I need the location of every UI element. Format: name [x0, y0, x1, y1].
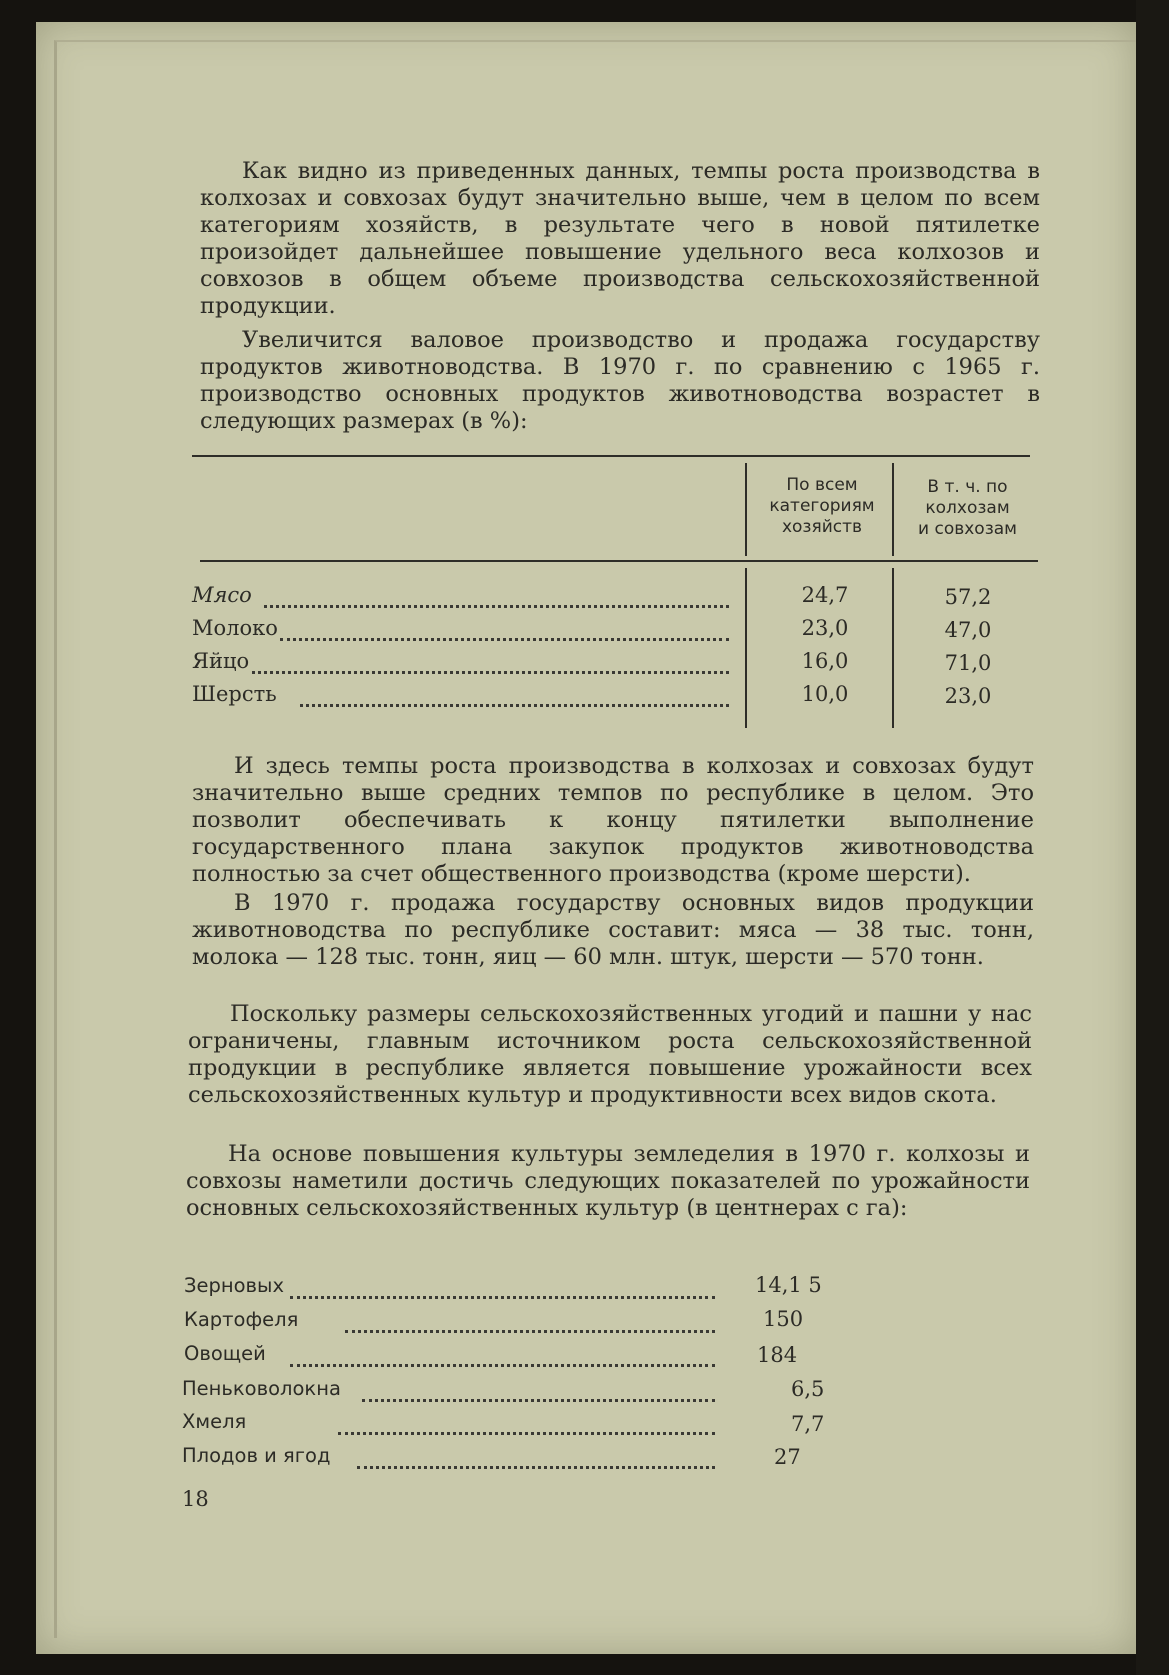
table-row-label: Молоко	[192, 616, 278, 640]
col1-header-line: хозяйств	[781, 517, 863, 537]
row-label-text: Мясо	[192, 583, 252, 607]
col2-header-line: В т. ч. по	[927, 477, 1008, 497]
leader-dots	[252, 650, 729, 674]
leader-dots	[264, 584, 729, 608]
paragraph-4: В 1970 г. продажа государству основных видов продукции животноводства по республике составит: мяса — 38 тыс. тонн, молока — 128 тыс. тонн, яиц — 60 млн. штук, шерсти — 570 тонн.	[192, 890, 1034, 970]
table-body-divider-2	[892, 568, 894, 728]
paragraph-3: И здесь темпы роста производства в колхозах и совхозах будут значительно выше средних темпов по республике в целом. Это позволит обеспечивать к концу пятилетки выполнение государственного плана закупок продуктов животноводства полностью за счет общественного производства (кроме шерсти).	[192, 753, 1034, 887]
yield-label: Зерновых	[184, 1274, 284, 1297]
table-header-divider-1	[745, 463, 747, 556]
col1-header-line: По всем	[786, 475, 858, 495]
paragraph-2: Увеличится валовое производство и продажа государству продуктов животноводства. В 1970 г. по сравнению с 1965 г. производство основных продуктов животноводства возрастет в следующих размерах (в %):	[200, 327, 1040, 434]
yield-value: 27	[774, 1445, 801, 1469]
yield-label: Картофеля	[184, 1308, 299, 1331]
table-row-label: Шерсть	[192, 682, 277, 706]
yield-label: Хмеля	[182, 1410, 247, 1433]
paragraph-1: Как видно из приведенных данных, темпы роста производства в колхозах и совхозах будут значительно выше, чем в целом по всем категориям хозяйств, в результате чего в новой пятилетке произойдет дальнейшее повышение удельного веса колхозов и совхозов в общем объеме производства сельскохозяйственной продукции.	[200, 158, 1040, 319]
yield-label: Овощей	[184, 1342, 266, 1365]
row-value-all: 23,0	[801, 616, 849, 640]
table-row-label: Яйцо	[192, 649, 250, 673]
row-value-kolkhoz: 57,2	[944, 585, 992, 609]
row-value-kolkhoz: 23,0	[944, 684, 992, 708]
table-header-rule	[200, 560, 1038, 562]
yield-label: Плодов и ягод	[182, 1444, 331, 1467]
page-number: 18	[182, 1487, 209, 1511]
paragraph-5: Поскольку размеры сельскохозяйственных угодий и пашни у нас ограничены, главным источником роста сельскохозяйственной продукции в республике является повышение урожайности всех сельскохозяйственных культур и продуктивности всех видов скота.	[188, 1001, 1032, 1108]
yield-label: Пеньковолокна	[182, 1377, 341, 1400]
leader-dots	[290, 1275, 715, 1299]
yield-value: 14,1 5	[755, 1273, 822, 1297]
col-header-kolkhoz-sovkhoz	[900, 477, 1035, 540]
yield-value: 6,5	[791, 1377, 825, 1401]
col2-header-line: и совхозам	[918, 519, 1017, 539]
paragraph-6: На основе повышения культуры земледелия в 1970 г. колхозы и совхозы наметили достичь следующих показателей по урожайности основных сельскохозяйственных культур (в центнерах с га):	[186, 1141, 1030, 1221]
leader-dots	[345, 1309, 715, 1333]
table-top-rule	[192, 455, 1030, 457]
table-row-label	[192, 583, 252, 607]
leader-dots	[280, 617, 729, 641]
yield-value: 184	[757, 1343, 798, 1367]
row-value-all: 16,0	[801, 649, 849, 673]
yield-value: 7,7	[791, 1412, 825, 1436]
leader-dots	[338, 1411, 715, 1435]
row-value-kolkhoz: 47,0	[944, 618, 992, 642]
yield-value: 150	[763, 1307, 804, 1331]
col-header-all-categories	[752, 475, 892, 538]
leader-dots	[362, 1378, 715, 1402]
leader-dots	[357, 1445, 715, 1469]
row-value-all: 24,7	[801, 583, 849, 607]
leader-dots	[290, 1343, 715, 1367]
leader-dots	[300, 683, 729, 707]
col1-header-line: категориям	[769, 496, 875, 516]
col2-header-line: колхозам	[925, 498, 1010, 518]
table-header-divider-2	[892, 463, 894, 556]
scan-background-strip	[1136, 0, 1169, 1675]
table-body-divider-1	[745, 568, 747, 728]
row-value-kolkhoz: 71,0	[944, 651, 992, 675]
row-value-all: 10,0	[801, 682, 849, 706]
